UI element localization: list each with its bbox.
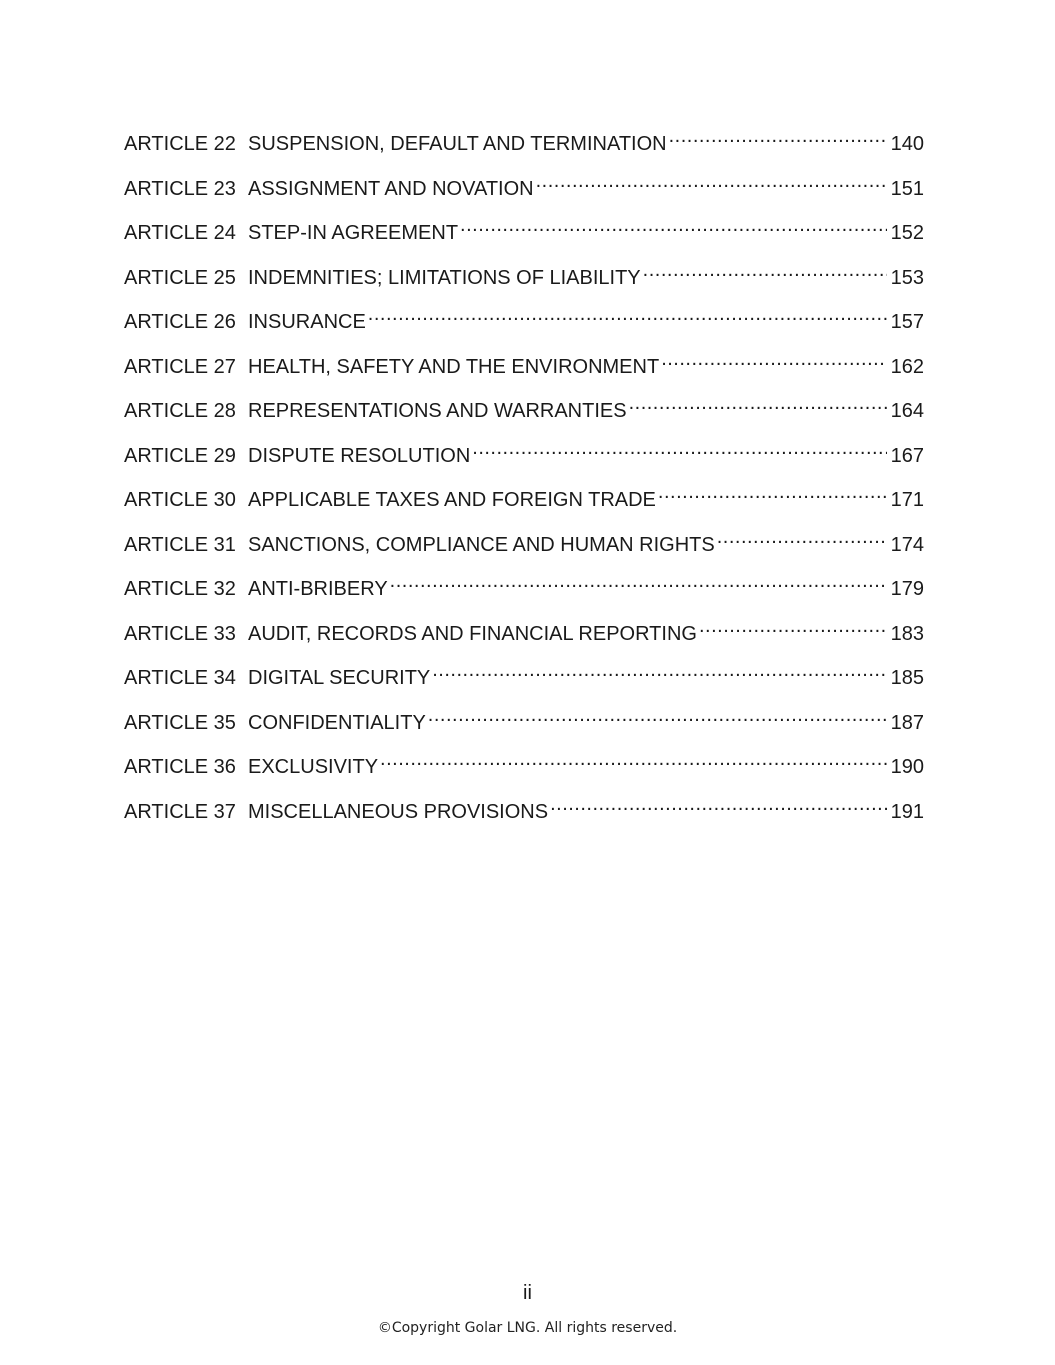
toc-page-number: 164 <box>890 400 924 422</box>
toc-article-title: ASSIGNMENT AND NOVATION <box>248 177 534 200</box>
toc-dot-leader <box>699 612 887 640</box>
toc-dot-leader <box>380 745 887 773</box>
toc-dot-leader <box>629 389 887 417</box>
toc-dot-leader <box>717 523 887 551</box>
toc-article-title: HEALTH, SAFETY AND THE ENVIRONMENT <box>248 355 660 378</box>
toc-page-number: 190 <box>890 756 924 778</box>
toc-dot-leader <box>669 122 887 150</box>
toc-entry[interactable] <box>124 656 924 701</box>
toc-article-title: STEP-IN AGREEMENT <box>248 222 459 244</box>
toc-page-number: 171 <box>890 489 924 511</box>
toc-dot-leader <box>658 478 887 506</box>
toc-dot-leader <box>661 345 886 373</box>
toc-entry[interactable] <box>124 523 924 568</box>
toc-article-number: ARTICLE 22 <box>124 133 236 155</box>
toc-article-number: ARTICLE 33 <box>124 622 236 645</box>
toc-article-title: REPRESENTATIONS AND WARRANTIES <box>248 400 627 422</box>
toc-article-title: EXCLUSIVITY <box>248 756 379 778</box>
toc-entry[interactable] <box>124 300 924 345</box>
toc-dot-leader <box>390 567 887 595</box>
copyright-notice: ©Copyright Golar LNG. All rights reserved. <box>377 1320 678 1336</box>
toc-entry[interactable] <box>124 345 924 390</box>
toc-dot-leader <box>643 256 887 284</box>
toc-article-number: ARTICLE 36 <box>124 756 236 778</box>
toc-dot-leader <box>536 167 887 195</box>
toc-dot-leader <box>368 300 887 328</box>
toc-dot-leader <box>472 434 886 462</box>
toc-page-number: 187 <box>890 711 924 734</box>
toc-page-number: 191 <box>890 800 924 823</box>
toc-page-number: 185 <box>890 667 924 689</box>
toc-entry[interactable] <box>124 612 924 657</box>
toc-article-title: INDEMNITIES; LIMITATIONS OF LIABILITY <box>248 266 641 289</box>
toc-article-number: ARTICLE 31 <box>124 533 236 556</box>
toc-article-number: ARTICLE 27 <box>124 355 236 378</box>
toc-article-number: ARTICLE 29 <box>124 444 236 467</box>
toc-page-number: 151 <box>890 177 924 200</box>
toc-article-number: ARTICLE 23 <box>124 177 236 200</box>
toc-article-number: ARTICLE 24 <box>124 222 236 244</box>
toc-entry[interactable] <box>124 790 924 835</box>
toc-article-title: MISCELLANEOUS PROVISIONS <box>248 800 549 823</box>
toc-article-number: ARTICLE 35 <box>124 711 236 734</box>
toc-entry[interactable] <box>124 122 924 167</box>
toc-dot-leader <box>432 656 886 684</box>
toc-entry[interactable] <box>124 434 924 479</box>
toc-article-title: ANTI-BRIBERY <box>248 578 388 600</box>
table-of-contents <box>124 122 924 834</box>
toc-entry[interactable] <box>124 567 924 612</box>
toc-entry[interactable] <box>124 478 924 523</box>
toc-page-number: 174 <box>890 533 924 556</box>
toc-article-number: ARTICLE 25 <box>124 266 236 289</box>
toc-entry[interactable] <box>124 745 924 790</box>
toc-article-title: APPLICABLE TAXES AND FOREIGN TRADE <box>248 489 656 511</box>
toc-article-title: DISPUTE RESOLUTION <box>248 444 471 467</box>
toc-article-number: ARTICLE 30 <box>124 489 236 511</box>
toc-article-title: SANCTIONS, COMPLIANCE AND HUMAN RIGHTS <box>248 533 715 556</box>
toc-entry[interactable] <box>124 256 924 301</box>
toc-page-number: 167 <box>890 444 924 467</box>
toc-page-number: 183 <box>890 622 924 645</box>
toc-page-number: 162 <box>890 355 924 378</box>
toc-article-number: ARTICLE 34 <box>124 667 236 689</box>
toc-entry[interactable] <box>124 167 924 212</box>
toc-article-title: CONFIDENTIALITY <box>248 711 426 734</box>
page-number: ii <box>523 1282 532 1304</box>
toc-page-number: 179 <box>890 578 924 600</box>
toc-article-number: ARTICLE 32 <box>124 578 236 600</box>
toc-entry[interactable] <box>124 701 924 746</box>
toc-page-number: 152 <box>890 222 924 244</box>
toc-article-number: ARTICLE 26 <box>124 311 236 333</box>
toc-article-title: AUDIT, RECORDS AND FINANCIAL REPORTING <box>248 622 697 645</box>
toc-entry[interactable] <box>124 389 924 434</box>
toc-entry[interactable] <box>124 211 924 256</box>
toc-page-number: 157 <box>890 311 924 333</box>
toc-article-title: DIGITAL SECURITY <box>248 667 431 689</box>
toc-dot-leader <box>460 211 887 239</box>
toc-page-number: 153 <box>890 266 924 289</box>
toc-article-number: ARTICLE 37 <box>124 800 236 823</box>
toc-dot-leader <box>550 790 887 818</box>
toc-page-number: 140 <box>890 133 924 155</box>
toc-article-title: SUSPENSION, DEFAULT AND TERMINATION <box>248 133 667 155</box>
toc-article-number: ARTICLE 28 <box>124 400 236 422</box>
toc-article-title: INSURANCE <box>248 311 366 333</box>
toc-dot-leader <box>428 701 887 729</box>
